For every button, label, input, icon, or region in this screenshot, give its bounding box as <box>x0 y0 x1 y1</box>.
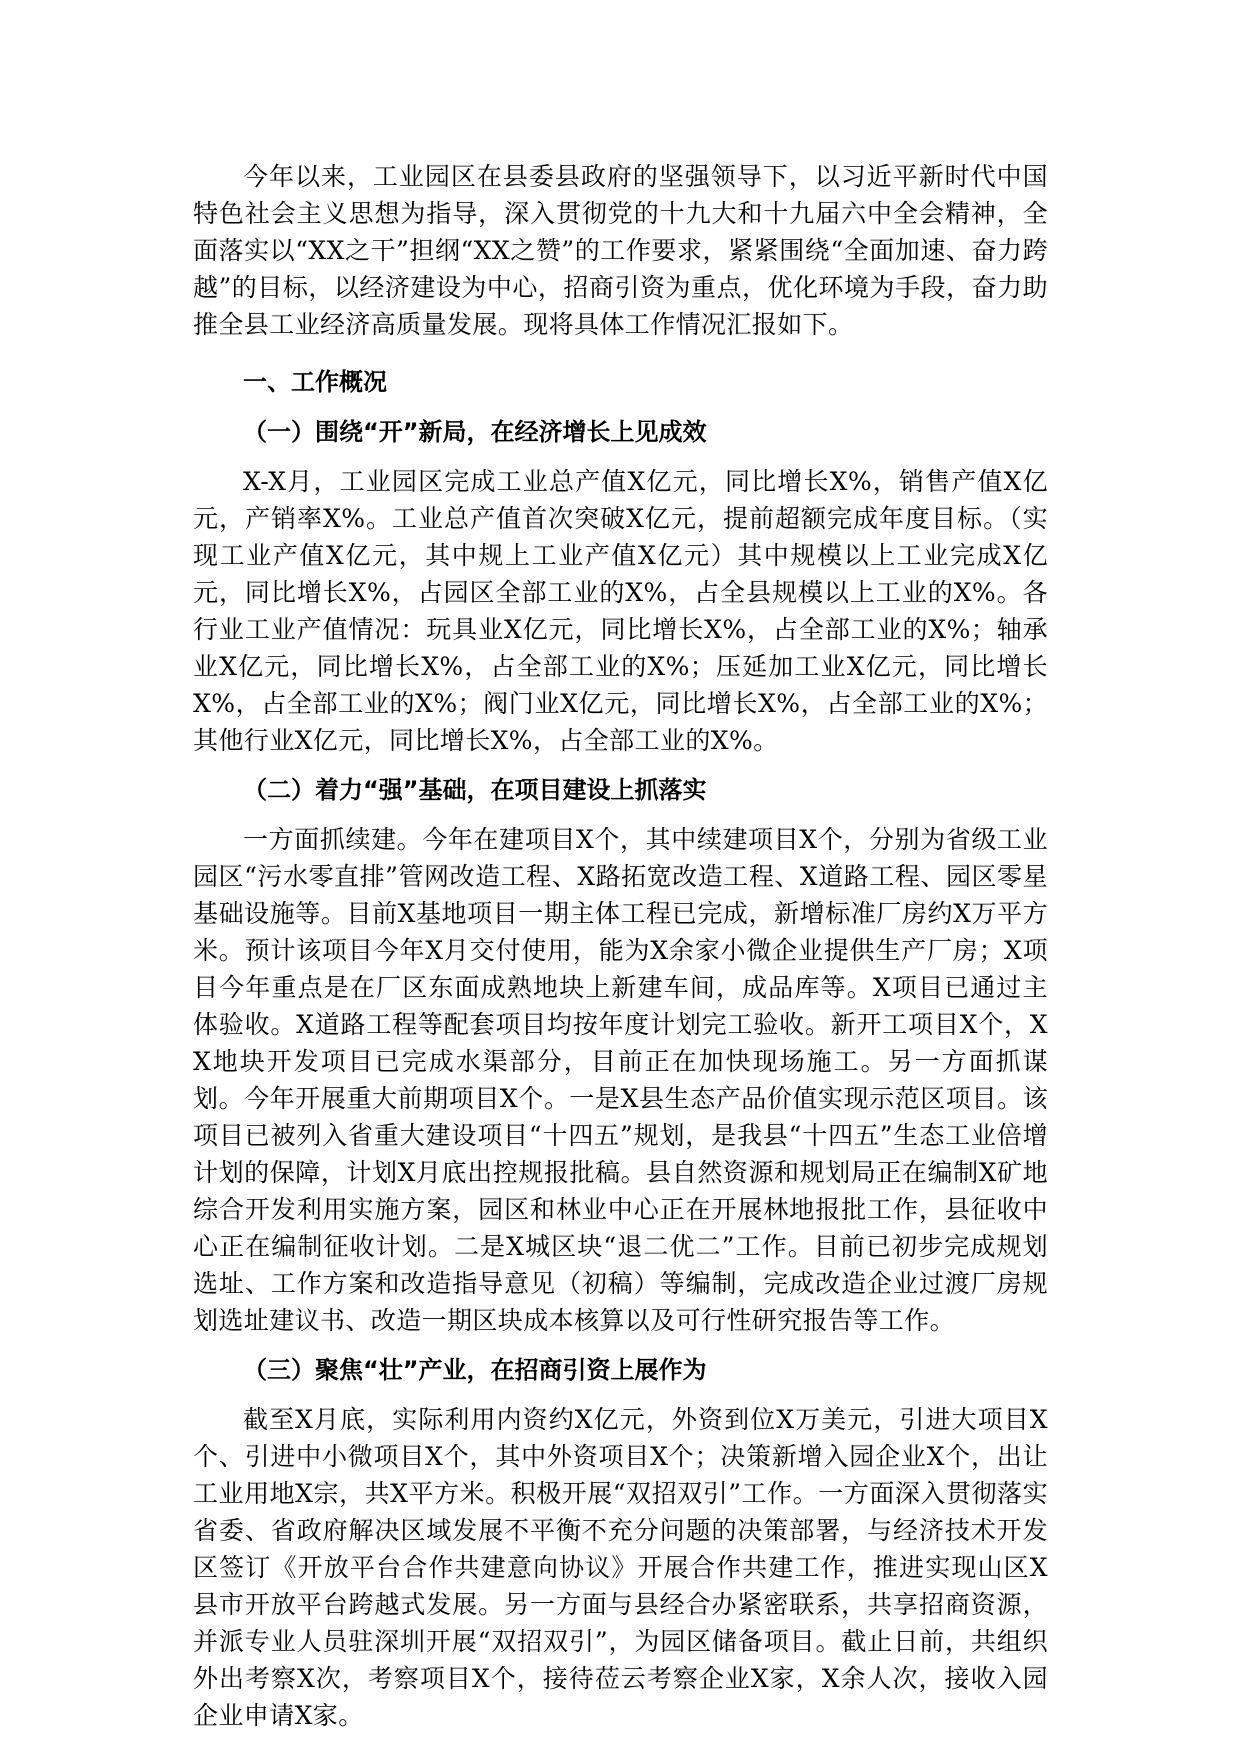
subsection-heading-1: （一）围绕“开”新局，在经济增长上见成效 <box>243 418 707 446</box>
subsection-heading-3: （三）聚焦“壮”产业，在招商引资上展作为 <box>243 1356 707 1384</box>
section-heading-work-overview: 一、工作概况 <box>243 368 387 396</box>
subsection-body-2: 一方面抓续建。今年在建项目X个，其中续建项目X个，分别为省级工业园区“污水零直排”管网改造工程、X路拓宽改造工程、X道路工程、园区零星基础设施等。目前X基地项目一期主体工程已完成，新增标准厂房约X万平方米。预计该项目今年X月交付使用，能为X余家小微企业提供生产厂房；X项目今年重点是在厂区东面成熟地块上新建车间，成品库等。X项目已通过主体验收。X道路工程等配套项目均按年度计划完工验收。新开工项目X个，XX地块开发项目已完成水渠部分，目前正在加快现场施工。另一方面抓谋划。今年开展重大前期项目X个。一是X县生态产品价值实现示范区项目。该项目已被列入省重大建设项目“十四五”规划，是我县“十四五”生态工业倍增计划的保障，计划X月底出控规报批稿。县自然资源和规划局正在编制X矿地综合开发利用实施方案，园区和林业中心正在开展林地报批工作，县征收中心正在编制征收计划。二是X城区块“退二优二”工作。目前已初步完成规划选址、工作方案和改造指导意见（初稿）等编制，完成改造企业过渡厂房规划选址建议书、改造一期区块成本核算以及可行性研究报告等工作。 <box>193 825 1048 1335</box>
subsection-body-3: 截至X月底，实际利用内资约X亿元，外资到位X万美元，引进大项目X个、引进中小微项目X个，其中外资项目X个；决策新增入园企业X个，出让工业用地X宗，共X平方米。积极开展“双招双引”工作。一方面深入贯彻落实省委、省政府解决区域发展不平衡不充分问题的决策部署，与经济技术开发区签订《开放平台合作共建意向协议》开展合作共建工作，推进实现山区X县市开放平台跨越式发展。另一方面与县经合办紧密联系，共享招商资源，并派专业人员驻深圳开展“双招双引”，为园区储备项目。截止日前，共组织外出考察X次，考察项目X个，接待莅云考察企业X家，X余人次，接收入园企业申请X家。 <box>193 1405 1048 1730</box>
subsection-heading-2: （二）着力“强”基础，在项目建设上抓落实 <box>243 776 707 804</box>
intro-paragraph: 今年以来，工业园区在县委县政府的坚强领导下，以习近平新时代中国特色社会主义思想为指导，深入贯彻党的十九大和十九届六中全会精神，全面落实以“XX之干”担纲“XX之赞”的工作要求，紧紧围绕“全面加速、奋力跨越”的目标，以经济建设为中心，招商引资为重点，优化环境为手段，奋力助推全县工业经济高质量发展。现将具体工作情况汇报如下。 <box>193 162 1048 339</box>
document-body <box>193 158 1048 1734</box>
subsection-body-1: X-X月，工业园区完成工业总产值X亿元，同比增长X%，销售产值X亿元，产销率X%。工业总产值首次突破X亿元，提前超额完成年度目标。（实现工业产值X亿元，其中规上工业产值X亿元）其中规模以上工业完成X亿元，同比增长X%，占园区全部工业的X%，占全县规模以上工业的X%。各行业工业产值情况：玩具业X亿元，同比增长X%，占全部工业的X%；轴承业X亿元，同比增长X%，占全部工业的X%；压延加工业X亿元，同比增长X%，占全部工业的X%；阀门业X亿元，同比增长X%，占全部工业的X%；其他行业X亿元，同比增长X%，占全部工业的X%。 <box>193 467 1048 755</box>
